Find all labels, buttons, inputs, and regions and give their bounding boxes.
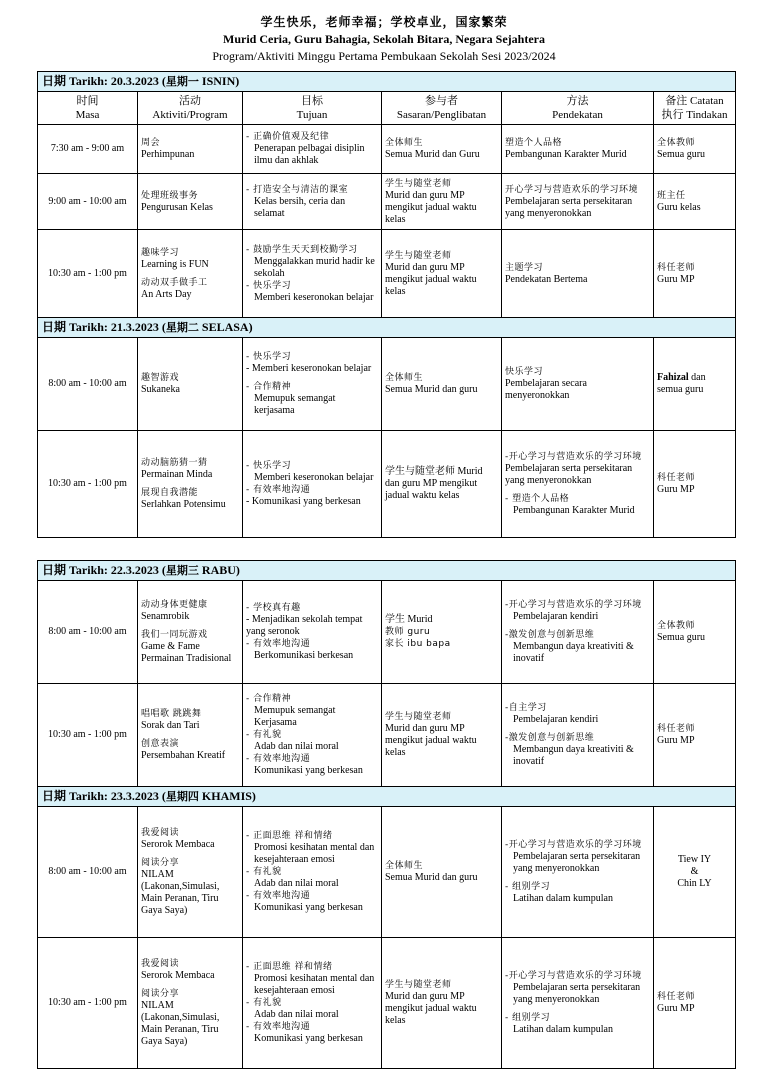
- chinese-text: - 组别学习: [505, 1013, 551, 1023]
- chinese-text: 唱唱歌 跳跳舞: [141, 709, 202, 719]
- chinese-text: 处理班级事务: [141, 190, 199, 201]
- malay-text: Latihan dalam kumpulan: [513, 1024, 613, 1035]
- document-subtitle: Program/Aktiviti Minggu Pertama Pembukaan Sekolah Sesi 2023/2024: [212, 49, 556, 63]
- day-date-label: [38, 72, 736, 92]
- schedule-table-week-part-2: [37, 560, 736, 1069]
- tujuan-cell: [243, 431, 382, 538]
- time-cell: 10:30 am - 1:00 pm: [38, 230, 138, 318]
- malay-text: Pembelajaran kendiri: [513, 611, 599, 622]
- malay-text: Guru MP: [657, 484, 695, 495]
- chinese-text: -激发创意与创新思维: [505, 630, 595, 640]
- schedule-row: [38, 230, 736, 318]
- chinese-text: - 塑造个人品格: [505, 494, 570, 504]
- malay-text: Sukaneka: [141, 384, 180, 395]
- malay-text: Tiew IY: [677, 854, 712, 865]
- column-header: [654, 92, 736, 125]
- malay-text: Murid dan guru MP mengikut jadual waktu kelas: [385, 189, 477, 225]
- malay-text: Komunikasi yang berkesan: [254, 1033, 363, 1044]
- malay-text: Guru MP: [657, 735, 695, 746]
- pendekatan-cell: [502, 938, 654, 1069]
- chinese-text: 展现自我潜能: [141, 488, 199, 498]
- chinese-text: - 有效率地沟通: [246, 754, 311, 764]
- day-date-label: [38, 318, 736, 338]
- tujuan-cell: [243, 938, 382, 1069]
- time-cell: 7:30 am - 9:00 am: [38, 125, 138, 174]
- chinese-text: - 有效率地沟通: [246, 1022, 311, 1032]
- catatan-cell: [654, 125, 736, 174]
- malay-text: Persembahan Kreatif: [141, 750, 226, 761]
- column-header-malay: Tujuan: [296, 109, 328, 121]
- catatan-cell: [654, 581, 736, 684]
- pendekatan-cell: [502, 807, 654, 938]
- day-header-row: [38, 561, 736, 581]
- teacher-name: Fahizal: [657, 372, 689, 383]
- malay-text: Adab dan nilai moral: [254, 741, 339, 752]
- malay-text: Penerapan pelbagai disiplin ilmu dan akhlak: [254, 143, 365, 166]
- chinese-text: 科任老师: [657, 992, 696, 1002]
- chinese-text: -自主学习: [505, 703, 547, 713]
- malay-text: Membangun daya kreativiti & inovatif: [513, 641, 634, 664]
- activity-cell: [138, 125, 243, 174]
- chinese-text: 班主任: [657, 190, 686, 201]
- malay-text: (Lakonan,Simulasi, Main Peranan, Tiru Gaya Saya): [141, 1012, 220, 1047]
- malay-text: Promosi kesihatan mental dan kesejahteraan emosi: [254, 973, 375, 996]
- chinese-text: -激发创意与创新思维: [505, 733, 595, 743]
- malay-text: Semua Murid dan guru: [385, 384, 478, 395]
- day-date-label: [38, 787, 736, 807]
- time-cell: 9:00 am - 10:00 am: [38, 174, 138, 230]
- chinese-text: 科任老师: [657, 724, 696, 734]
- sasaran-cell: [382, 230, 502, 318]
- malay-text: Semua guru: [657, 632, 706, 643]
- chinese-text: - 有礼貌: [246, 998, 282, 1008]
- chinese-text: 我爱阅读: [141, 959, 180, 969]
- chinese-text: 动动脑筋猜一猜: [141, 458, 208, 468]
- sasaran-cell: [382, 938, 502, 1069]
- chinese-text: 动动身体更健康: [141, 600, 208, 610]
- malay-text: Pembelajaran serta persekitaran yang menyeronokkan: [505, 195, 633, 219]
- slogan-chinese: 学生快乐，老师幸福；学校卓业，国家繁荣: [260, 15, 508, 29]
- sasaran-cell: [382, 174, 502, 230]
- malay-text: dan semua guru: [657, 372, 706, 395]
- malay-text: Pembelajaran serta persekitaran yang menyeronokkan: [513, 982, 641, 1005]
- catatan-cell: [654, 938, 736, 1069]
- malay-text: &: [690, 866, 699, 877]
- pendekatan-cell: [502, 684, 654, 787]
- malay-text: (Lakonan,Simulasi, Main Peranan, Tiru Gaya Saya): [141, 881, 220, 916]
- time-cell: 8:00 am - 10:00 am: [38, 581, 138, 684]
- catatan-cell: [654, 230, 736, 318]
- catatan-cell: [654, 807, 736, 938]
- malay-text: Permainan Tradisional: [141, 653, 232, 664]
- chinese-text: 全体师生: [385, 373, 424, 383]
- column-header-malay: Aktiviti/Program: [152, 109, 228, 121]
- malay-text: Komunikasi yang berkesan: [254, 902, 363, 913]
- activity-cell: [138, 431, 243, 538]
- malay-text: Pembelajaran kendiri: [513, 714, 599, 725]
- activity-cell: [138, 338, 243, 431]
- chinese-text: - 学校真有趣: [246, 603, 301, 613]
- chinese-text: - 有效率地沟通: [246, 891, 311, 901]
- catatan-line: [657, 372, 732, 396]
- sasaran-cell: [382, 125, 502, 174]
- date-text: 日期 Tarikh: 22.3.2023 (: [42, 563, 166, 577]
- activity-cell: [138, 174, 243, 230]
- chinese-text: 周会: [141, 138, 161, 148]
- weekday-malay: KHAMIS): [198, 789, 256, 803]
- weekday-malay: ISNIN): [198, 74, 240, 88]
- column-header: [38, 92, 138, 125]
- chinese-text: 主题学习: [505, 262, 544, 273]
- weekday-chinese: 星期一: [165, 75, 199, 88]
- chinese-text: - 有礼貌: [246, 730, 282, 740]
- malay-text: Murid dan guru MP mengikut jadual waktu kelas: [385, 723, 477, 758]
- chinese-text: 阅读分享: [141, 858, 180, 868]
- malay-text: 学生与随堂老师 Murid dan guru MP mengikut jadual waktu kelas: [385, 466, 483, 501]
- malay-text: Senamrobik: [141, 611, 190, 622]
- malay-text: Game & Fame: [141, 641, 200, 652]
- column-header: [502, 92, 654, 125]
- schedule-row: [38, 684, 736, 787]
- malay-text: - Memberi keseronokan belajar: [246, 363, 372, 374]
- malay-text: Permainan Minda: [141, 469, 213, 480]
- column-header-chinese: 备注 Catatan: [665, 95, 724, 107]
- chinese-text: 学生与随堂老师: [385, 178, 452, 189]
- slogan-malay: Murid Ceria, Guru Bahagia, Sekolah Bitara, Negara Sejahtera: [223, 32, 545, 46]
- malay-text: Pembelajaran secara menyeronokkan: [505, 378, 587, 401]
- schedule-row: [38, 807, 736, 938]
- malay-text: Memupuk semangat kerjasama: [254, 393, 336, 416]
- chinese-text: - 正面思维 祥和情绪: [246, 831, 333, 841]
- malay-text: Memberi keseronokan belajar: [254, 472, 374, 483]
- chinese-text: 开心学习与营造欢乐的学习环境: [505, 184, 639, 195]
- column-header-chinese: 目标: [301, 95, 323, 107]
- date-text: 日期 Tarikh: 23.3.2023 (: [42, 789, 166, 803]
- malay-text: Memupuk semangat Kerjasama: [254, 705, 336, 728]
- chinese-text: 教师 guru: [385, 627, 431, 637]
- chinese-text: 全体教师: [657, 138, 696, 148]
- malay-text: Menggalakkan murid hadir ke sekolah: [254, 255, 375, 279]
- tujuan-cell: [243, 684, 382, 787]
- column-header-malay: Pendekatan: [552, 109, 603, 121]
- malay-text: NILAM: [141, 1000, 174, 1011]
- chinese-text: 我们一同玩游戏: [141, 630, 208, 640]
- schedule-row: [38, 125, 736, 174]
- weekday-malay: RABU): [198, 563, 240, 577]
- chinese-text: -开心学习与营造欢乐的学习环境: [505, 452, 642, 462]
- pendekatan-cell: [502, 338, 654, 431]
- chinese-text: -开心学习与营造欢乐的学习环境: [505, 840, 642, 850]
- malay-text: Semua Murid dan guru: [385, 872, 478, 883]
- schedule-row: [38, 938, 736, 1069]
- malay-text: Pembelajaran serta persekitaran yang menyeronokkan: [513, 851, 641, 874]
- schedule-row: [38, 174, 736, 230]
- chinese-text: 动动双手做手工: [141, 277, 208, 288]
- chinese-text: - 鼓励学生天天到校勤学习: [246, 244, 358, 255]
- malay-text: Chin LY: [677, 878, 712, 889]
- malay-text: Serlahkan Potensimu: [141, 499, 226, 510]
- sasaran-cell: [382, 581, 502, 684]
- pendekatan-cell: [502, 125, 654, 174]
- column-header-chinese: 活动: [179, 95, 201, 107]
- column-header: [138, 92, 243, 125]
- malay-text: Adab dan nilai moral: [254, 878, 339, 889]
- schedule-row: [38, 431, 736, 538]
- catatan-cell: [654, 431, 736, 538]
- tujuan-cell: [243, 338, 382, 431]
- malay-text: Murid dan guru MP mengikut jadual waktu kelas: [385, 261, 477, 297]
- time-cell: 8:00 am - 10:00 am: [38, 338, 138, 431]
- sasaran-cell: [382, 807, 502, 938]
- malay-text: Komunikasi yang berkesan: [254, 765, 363, 776]
- chinese-text: 学生与随堂老师: [385, 980, 452, 990]
- malay-text: Serorok Membaca: [141, 970, 215, 981]
- chinese-text: - 组别学习: [505, 882, 551, 892]
- chinese-text: 全体师生: [385, 138, 424, 148]
- weekday-malay: SELASA): [198, 320, 253, 334]
- catatan-cell: [654, 684, 736, 787]
- malay-text: Berkomunikasi berkesan: [254, 650, 354, 661]
- chinese-text: 科任老师: [657, 473, 696, 483]
- malay-text: Sorak dan Tari: [141, 720, 200, 731]
- chinese-text: 趣智游戏: [141, 373, 180, 383]
- sasaran-cell: [382, 431, 502, 538]
- chinese-text: - 正确价值观及纪律: [246, 132, 330, 142]
- day-date-label: [38, 561, 736, 581]
- chinese-text: 家长 ibu bapa: [385, 639, 451, 649]
- schedule-table-week-part-1: [37, 71, 736, 538]
- tujuan-cell: [243, 125, 382, 174]
- day-header-row: [38, 72, 736, 92]
- column-header-row: [38, 92, 736, 125]
- pendekatan-cell: [502, 431, 654, 538]
- sasaran-cell: [382, 684, 502, 787]
- chinese-text: 趣味学习: [141, 247, 180, 258]
- pendekatan-cell: [502, 230, 654, 318]
- chinese-text: 全体教师: [657, 621, 696, 631]
- day-header-row: [38, 318, 736, 338]
- schedule-row: [38, 338, 736, 431]
- pendekatan-cell: [502, 581, 654, 684]
- activity-cell: [138, 807, 243, 938]
- chinese-text: -开心学习与营造欢乐的学习环境: [505, 600, 642, 610]
- malay-text: Semua guru: [657, 149, 706, 160]
- chinese-text: - 快乐学习: [246, 280, 292, 291]
- column-header: [243, 92, 382, 125]
- activity-cell: [138, 581, 243, 684]
- chinese-text: - 有效率地沟通: [246, 639, 311, 649]
- column-header-chinese: 时间: [76, 95, 99, 107]
- chinese-text: - 有礼貌: [246, 867, 282, 877]
- weekday-chinese: 星期四: [165, 790, 199, 803]
- document-header: [0, 14, 768, 65]
- malay-text: - Komunikasi yang berkesan: [246, 496, 361, 507]
- column-header-chinese: 参与者: [425, 95, 458, 107]
- chinese-text: - 快乐学习: [246, 352, 292, 362]
- malay-text: Pengurusan Kelas: [141, 201, 213, 213]
- time-cell: 10:30 am - 1:00 pm: [38, 684, 138, 787]
- malay-text: Membangun daya kreativiti & inovatif: [513, 744, 634, 767]
- column-header-chinese: 方法: [566, 95, 589, 107]
- malay-text: Murid dan guru MP mengikut jadual waktu kelas: [385, 991, 477, 1026]
- malay-text: Perhimpunan: [141, 149, 195, 160]
- column-header-malay: Masa: [75, 109, 100, 121]
- pendekatan-cell: [502, 174, 654, 230]
- malay-text: Learning is FUN: [141, 258, 209, 270]
- weekday-chinese: 星期三: [165, 564, 199, 577]
- day-header-row: [38, 787, 736, 807]
- tujuan-cell: [243, 581, 382, 684]
- chinese-text: 塑造个人品格: [505, 138, 563, 148]
- chinese-text: 全体师生: [385, 861, 424, 871]
- malay-text: Pembelajaran serta persekitaran yang menyeronokkan: [505, 463, 633, 486]
- column-header-malay: Sasaran/Penglibatan: [396, 109, 487, 121]
- malay-text: Pendekatan Bertema: [505, 273, 588, 285]
- catatan-cell: [654, 174, 736, 230]
- malay-text: Latihan dalam kumpulan: [513, 893, 613, 904]
- date-text: 日期 Tarikh: 21.3.2023 (: [42, 320, 166, 334]
- date-text: 日期 Tarikh: 20.3.2023 (: [42, 74, 166, 88]
- column-header: [382, 92, 502, 125]
- chinese-text: 我爱阅读: [141, 828, 180, 838]
- catatan-cell: [654, 338, 736, 431]
- activity-cell: [138, 230, 243, 318]
- tujuan-cell: [243, 230, 382, 318]
- malay-text: Semua Murid dan Guru: [385, 149, 480, 160]
- tujuan-cell: [243, 174, 382, 230]
- chinese-text: 科任老师: [657, 262, 696, 273]
- chinese-text: -开心学习与营造欢乐的学习环境: [505, 971, 642, 981]
- activity-cell: [138, 684, 243, 787]
- chinese-text: - 快乐学习: [246, 461, 292, 471]
- malay-text: Memberi keseronokan belajar: [254, 291, 374, 303]
- weekday-chinese: 星期二: [165, 321, 199, 334]
- chinese-text: 学生与随堂老师: [385, 712, 452, 722]
- column-header-malay: 执行 Tindakan: [661, 109, 728, 121]
- malay-text: - Menjadikan sekolah tempat yang seronok: [246, 614, 363, 637]
- malay-text: Kelas bersih, ceria dan selamat: [254, 195, 346, 219]
- malay-text: Guru MP: [657, 273, 695, 285]
- chinese-text: 创意表演: [141, 739, 180, 749]
- activity-cell: [138, 938, 243, 1069]
- malay-text: Adab dan nilai moral: [254, 1009, 339, 1020]
- chinese-text: - 有效率地沟通: [246, 485, 311, 495]
- malay-text: Promosi kesihatan mental dan kesejahteraan emosi: [254, 842, 375, 865]
- malay-text: An Arts Day: [141, 288, 192, 300]
- chinese-text: - 合作精神: [246, 694, 292, 704]
- malay-text: Serorok Membaca: [141, 839, 215, 850]
- malay-text: Pembangunan Karakter Murid: [513, 505, 635, 516]
- chinese-text: - 正面思维 祥和情绪: [246, 962, 333, 972]
- tujuan-cell: [243, 807, 382, 938]
- chinese-text: 快乐学习: [505, 367, 544, 377]
- malay-text: Guru kelas: [657, 201, 701, 213]
- malay-text: Guru MP: [657, 1003, 695, 1014]
- time-cell: 10:30 am - 1:00 pm: [38, 431, 138, 538]
- time-cell: 8:00 am - 10:00 am: [38, 807, 138, 938]
- chinese-text: 学生与随堂老师: [385, 250, 452, 261]
- chinese-text: - 合作精神: [246, 382, 292, 392]
- time-cell: 10:30 am - 1:00 pm: [38, 938, 138, 1069]
- malay-text: Pembangunan Karakter Murid: [505, 149, 627, 160]
- schedule-row: [38, 581, 736, 684]
- malay-text: NILAM: [141, 869, 174, 880]
- sasaran-cell: [382, 338, 502, 431]
- chinese-text: 阅读分享: [141, 989, 180, 999]
- malay-text: 学生 Murid: [385, 614, 433, 625]
- chinese-text: - 打造安全与清洁的课室: [246, 184, 349, 195]
